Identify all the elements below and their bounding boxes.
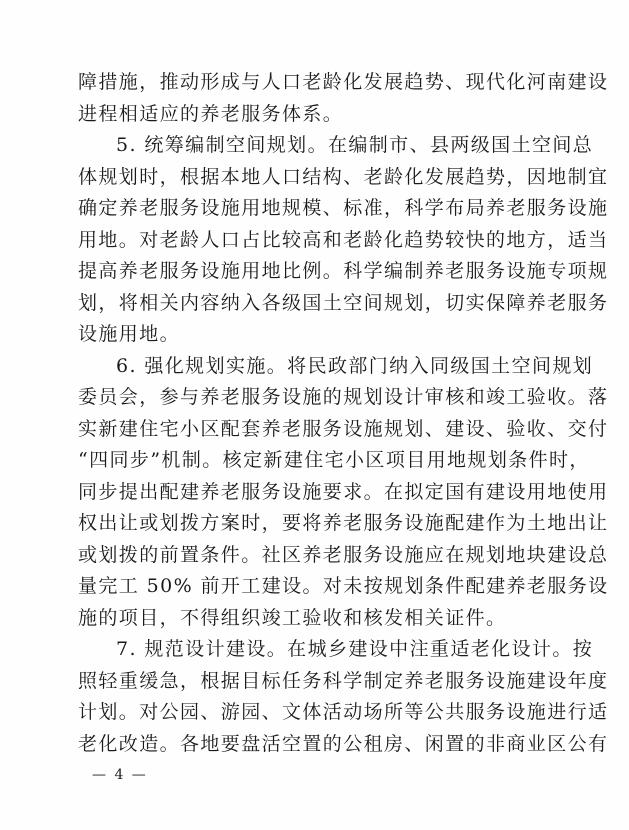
text-line: 体规划时，根据本地人口结构、老龄化发展趋势，因地制宜 <box>78 165 609 188</box>
text-line: 同步提出配建养老服务设施要求。在拟定国有建设用地使用 <box>78 480 609 503</box>
text-line: 权出让或划拨方案时，要将养老服务设施配建作为土地出让 <box>78 512 609 534</box>
text-line: 障措施，推动形成与人口老龄化发展趋势、现代化河南建设 <box>78 71 609 93</box>
text-line: 施的项目，不得组织竣工验收和核发相关证件。 <box>78 606 507 629</box>
text-line: 确定养老服务设施用地规模、标准，科学布局养老服务设施 <box>78 197 609 219</box>
text-line: 实新建住宅小区配套养老服务设施规划、建设、验收、交付 <box>78 417 609 440</box>
text-line: 划，将相关内容纳入各级国土空间规划，切实保障养老服务 <box>78 291 609 314</box>
text-line: 照轻重缓急，根据目标任务科学制定养老服务设施建设年度 <box>78 669 609 692</box>
text-line: 老化改造。各地要盘活空置的公租房、闲置的非商业区公有 <box>78 732 609 755</box>
page-number: — 4 — <box>92 767 148 783</box>
text-line: 设施用地。 <box>78 323 181 345</box>
paragraph-heading-6: 6. 强化规划实施。将民政部门纳入同级国土空间规划 <box>116 354 594 377</box>
text-line: 提高养老服务设施用地比例。科学编制养老服务设施专项规 <box>78 260 609 282</box>
text-line: 或划拨的前置条件。社区养老服务设施应在规划地块建设总 <box>78 543 609 566</box>
text-line: 计划。对公园、游园、文体活动场所等公共服务设施进行适 <box>78 701 609 723</box>
text-line: 量完工 50% 前开工建设。对未按规划条件配建养老服务设 <box>78 575 609 597</box>
paragraph-heading-5: 5. 统筹编制空间规划。在编制市、县两级国土空间总 <box>116 134 594 156</box>
text-line: 用地。对老龄人口占比较高和老龄化趋势较快的地方，适当 <box>78 228 609 251</box>
paragraph-heading-7: 7. 规范设计建设。在城乡建设中注重适老化设计。按 <box>116 638 594 660</box>
text-line: “四同步”机制。核定新建住宅小区项目用地规划条件时， <box>78 449 590 471</box>
text-line: 委员会，参与养老服务设施的规划设计审核和竣工验收。落 <box>78 386 609 408</box>
text-line: 进程相适应的养老服务体系。 <box>78 102 344 125</box>
